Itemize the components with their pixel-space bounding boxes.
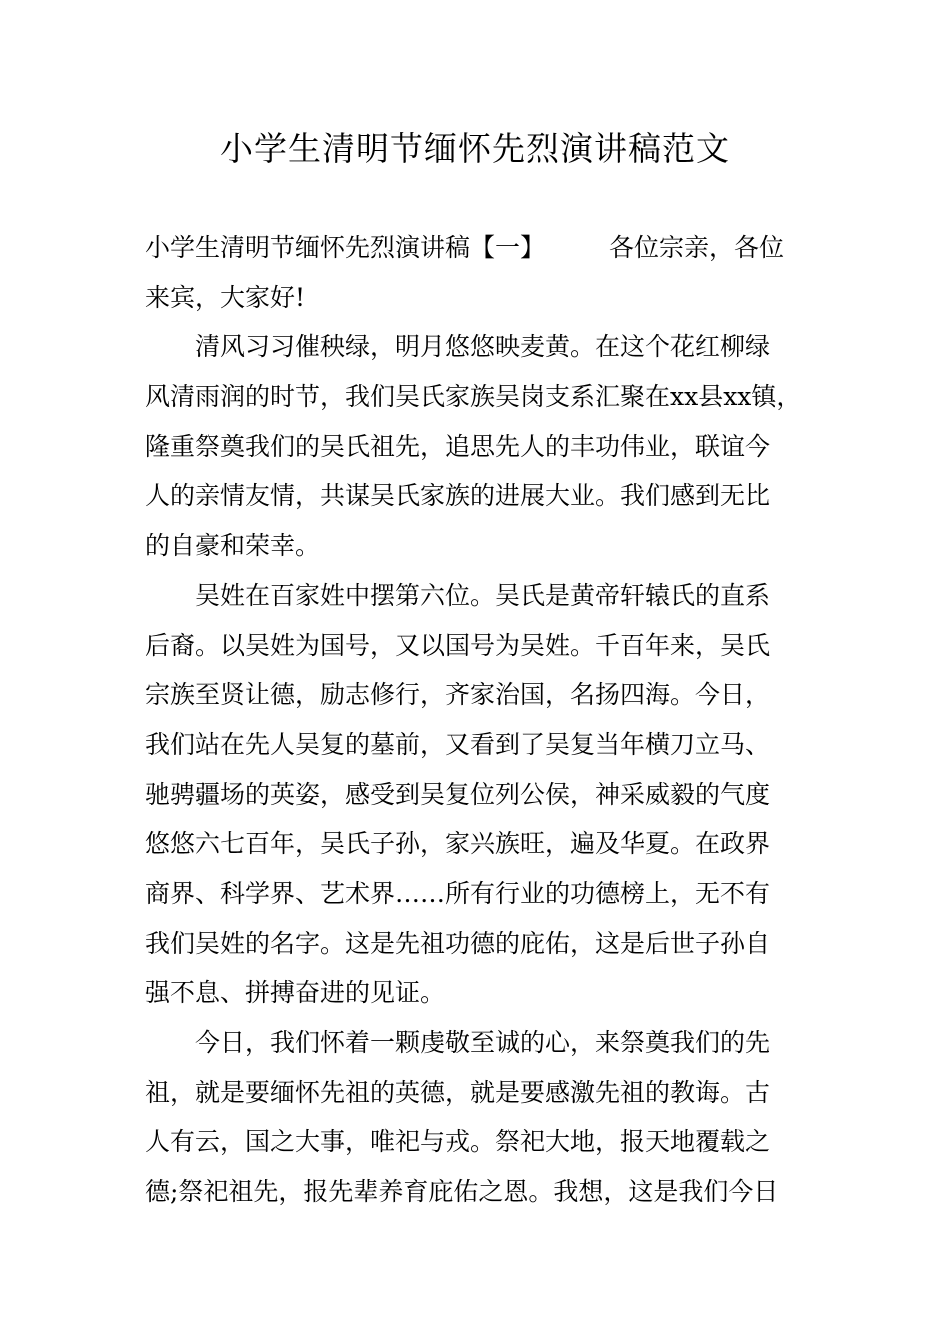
body-line: 我们站在先人吴复的墓前，又看到了吴复当年横刀立马、 [145,729,771,759]
body-line: 悠悠六七百年，吴氏子孙，家兴族旺，遍及华夏。在政界 [145,829,771,859]
body-line: 祖，就是要缅怀先祖的英德，就是要感激先祖的教诲。古 [145,1077,771,1107]
document-title: 小学生清明节缅怀先烈演讲稿范文 [220,129,730,168]
body-line: 我们吴姓的名字。这是先祖功德的庇佑，这是后世子孙自 [145,928,771,958]
section-heading: 小学生清明节缅怀先烈演讲稿【一】 [145,233,546,262]
body-line: 吴姓在百家姓中摆第六位。吴氏是黄帝轩辕氏的直系 [195,580,771,610]
body-line: 人有云，国之大事，唯祀与戎。祭祀大地，报天地覆载之 [145,1127,771,1157]
document-body [145,223,815,1217]
body-line: 商界、科学界、艺术界……所有行业的功德榜上，无不有 [145,878,771,908]
body-line: 强不息、拼搏奋进的见证。 [145,978,446,1008]
body-line: 德;祭祀祖先，报先辈养育庇佑之恩。我想，这是我们今日 [145,1177,779,1207]
body-line: 风清雨润的时节，我们吴氏家族吴岗支系汇聚在xx县xx镇， [145,382,802,412]
body-line: 隆重祭奠我们的吴氏祖先，追思先人的丰功伟业，联谊今 [145,431,771,461]
body-line: 宗族至贤让德，励志修行，齐家治国，名扬四海。今日， [145,680,771,710]
body-line: 后裔。以吴姓为国号，又以国号为吴姓。千百年来，吴氏 [145,630,771,660]
body-line: 来宾，大家好! [145,282,306,312]
body-line: 今日，我们怀着一颗虔敬至诚的心，来祭奠我们的先 [195,1028,771,1057]
body-line [145,223,815,273]
body-line: 清风习习催秧绿，明月悠悠映麦黄。在这个花红柳绿 [195,332,771,362]
body-line: 人的亲情友情，共谋吴氏家族的进展大业。我们感到无比 [145,481,771,511]
body-line: 的自豪和荣幸。 [145,531,321,561]
body-line-trail: 各位宗亲，各位 [609,233,785,262]
body-line: 驰骋疆场的英姿，感受到吴复位列公侯，神采威毅的气度 [145,779,771,809]
